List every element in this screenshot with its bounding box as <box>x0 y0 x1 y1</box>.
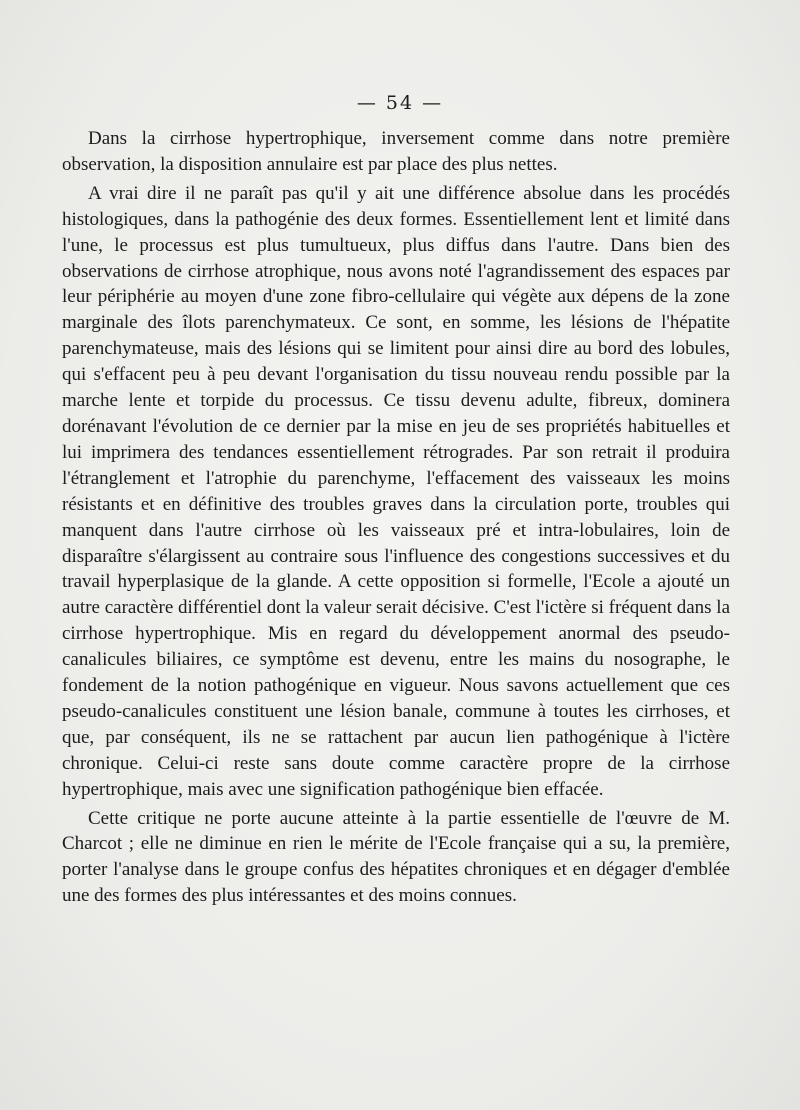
paragraph-3: Cette critique ne porte aucune atteinte à la partie essentielle de l'œuvre de M. Charcot ; elle ne diminue en rien le mérite de l'Ecole française qui a su, la première, porter l'analyse dans le groupe confus des hépatites chroniques et en dégager d'emblée une des formes des plus intéressantes et des moins connues. <box>62 807 730 907</box>
body-text <box>62 126 730 909</box>
paragraph-2: A vrai dire il ne paraît pas qu'il y ait une différence absolue dans les procédés histologiques, dans la pathogénie des deux formes. Essentiellement lent et limité dans l'une, le processus est plus tumultueux, plus diffus dans l'autre. Dans bien des observations de cirrhose atrophique, nous avons noté l'agrandissement des espaces par leur périphérie au moyen d'une zone fibro-cellulaire qui végète aux dépens de la zone marginale des îlots parenchymateux. Ce sont, en somme, les lésions de l'hépatite parenchymateuse, mais des lésions qui se limitent pour ainsi dire au bord des lobules, qui s'effacent peu à peu devant l'organisation du tissu nouveau rendu possible par la marche lente et torpide du processus. Ce tissu devenu adulte, fibreux, dominera dorénavant l'évolution de ce dernier par la mise en jeu de ses propriétés habituelles et lui imprimera des tendances essentiellement rétrogrades. Par son retrait il produira l'étranglement et l'atrophie du parenchyme, l'effacement des vaisseaux les moins résistants et en définitive des troubles graves dans la circulation porte, troubles qui manquent dans l'autre cirrhose où les vaisseaux pré et intra-lobulaires, loin de disparaître s'élargissent au contraire sous l'influence des congestions successives et du travail hyperplasique de la glande. A cette opposition si formelle, l'Ecole a ajouté un autre caractère différentiel dont la valeur serait décisive. C'est l'ictère si fréquent dans la cirrhose hypertrophique. Mis en regard du développement anormal des pseudo-canalicules biliaires, ce symptôme est devenu, entre les mains du nosographe, le fondement de la notion pathogénique en vigueur. Nous savons actuellement que ces pseudo-canalicules constituent une lésion banale, commune à toutes les cirrhoses, et que, par conséquent, ils ne se rattachent par aucun lien pathogénique à l'ictère chronique. Celui-ci reste sans doute comme caractère propre de la cirrhose hypertrophique, mais avec une signification pathogénique bien effacée. <box>62 182 731 800</box>
page-number: — 54 — <box>356 92 444 114</box>
paragraph-1: Dans la cirrhose hypertrophique, inversement comme dans notre première observation, la disposition annulaire est par place des plus nettes. <box>62 128 730 175</box>
